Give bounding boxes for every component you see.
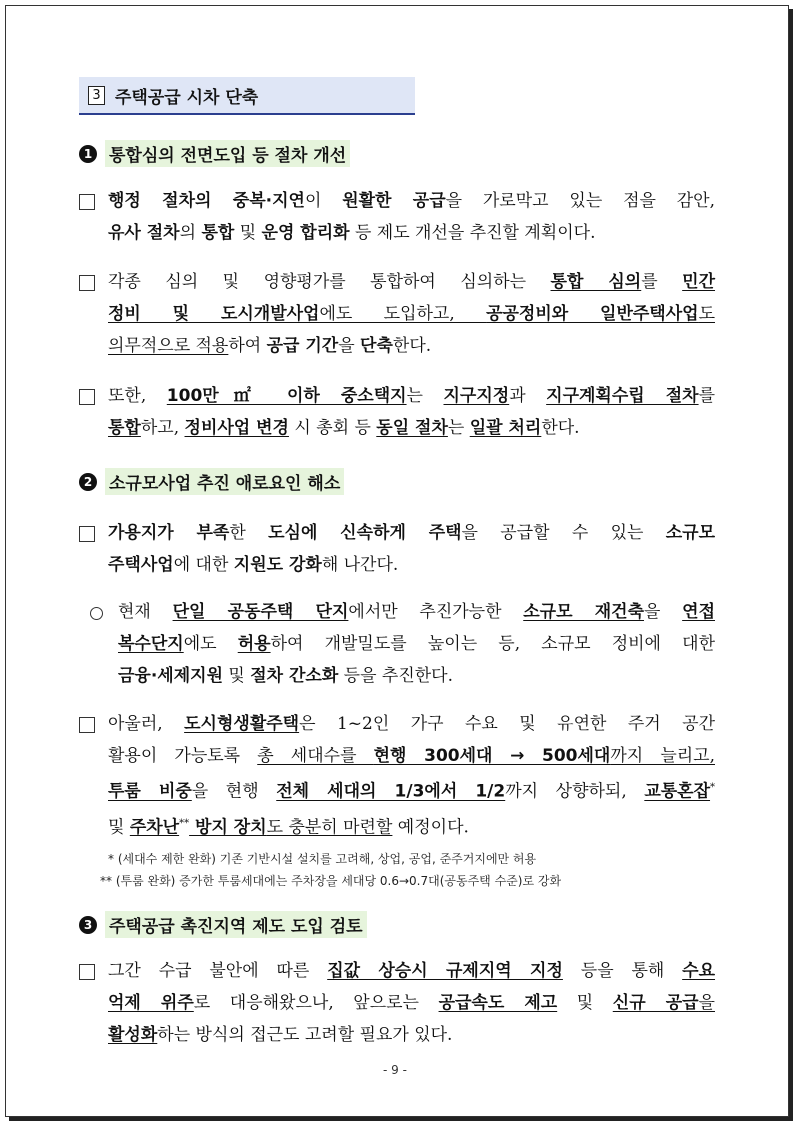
checkbox-bullet-icon xyxy=(79,517,101,553)
subheading-number: 1 xyxy=(79,145,97,163)
checkbox-bullet-icon xyxy=(79,266,101,302)
subheading-2 xyxy=(79,468,344,495)
checkbox-bullet-icon xyxy=(79,185,101,221)
paragraph-line: 유사 절차의 통합 및 운영 합리화 등 제도 개선을 추진할 계획이다. xyxy=(108,223,596,243)
paragraph-line: 주택사업에 대한 지원도 강화해 나간다. xyxy=(108,555,399,575)
subheading-title: 통합심의 전면도입 등 절차 개선 xyxy=(105,140,350,167)
paragraph-4 xyxy=(79,517,715,581)
checkbox-bullet-icon xyxy=(79,380,101,416)
paragraph-6 xyxy=(79,708,715,843)
paragraph-1 xyxy=(79,185,715,249)
paragraph-line: 각종 심의 및 영향평가를 통합하여 심의하는 통합 심의를 민간 xyxy=(108,272,716,292)
paragraph-line: 그간 수급 불안에 따른 집값 상승시 규제지역 지정 등을 통해 수요 xyxy=(108,961,716,981)
subheading-title: 주택공급 촉진지역 제도 도입 검토 xyxy=(105,911,367,938)
page-number: - 9 - xyxy=(383,1063,407,1077)
paragraph-line: 금융·세제지원 및 절차 간소화 등을 추진한다. xyxy=(118,666,454,686)
paragraph-line: 통합하고, 정비사업 변경 시 총회 등 동일 절차는 일괄 처리한다. xyxy=(108,418,580,438)
section-title: 주택공급 시차 단축 xyxy=(115,87,259,108)
paragraph-line: 활성화하는 방식의 접근도 고려할 필요가 있다. xyxy=(108,1025,453,1045)
paragraph-line: 억제 위주로 대응해왔으나, 앞으로는 공급속도 제고 및 신규 공급을 xyxy=(108,993,715,1013)
paragraph-3 xyxy=(79,380,715,444)
checkbox-bullet-icon xyxy=(79,708,101,744)
section-number: 3 xyxy=(88,86,105,105)
paragraph-line: 복수단지에도 허용하여 개발밀도를 높이는 등, 소규모 정비에 대한 xyxy=(118,634,715,654)
section-header xyxy=(79,77,415,115)
subheading-number: 3 xyxy=(79,916,97,934)
footnote-1: * (세대수 제한 완화) 기존 기반시설 설치를 고려해, 상업, 공업, 준주거지에만 허용 xyxy=(108,852,537,866)
subheading-title: 소규모사업 추진 애로요인 해소 xyxy=(105,468,344,495)
paragraph-line: 의무적으로 적용하여 공급 기간을 단축한다. xyxy=(108,336,432,356)
subheading-1 xyxy=(79,140,350,167)
paragraph-line: 행정 절차의 중복·지연이 원활한 공급을 가로막고 있는 점을 감안, xyxy=(108,191,715,211)
paragraph-5 xyxy=(90,596,715,692)
paragraph-line: 또한, 100만㎡ 이하 중소택지는 지구지정과 지구계획수립 절차를 xyxy=(108,386,716,406)
footnote-2: ** (투룸 완화) 증가한 투룸세대에는 주차장을 세대당 0.6→0.7대(공동주택 수준)로 강화 xyxy=(100,874,562,888)
paragraph-7 xyxy=(79,955,715,1051)
paragraph-line: 투룸 비중을 현행 전체 세대의 1/3에서 1/2까지 상향하되, 교통혼잡* xyxy=(108,781,716,802)
circle-bullet-icon xyxy=(90,596,112,631)
paragraph-line: 및 주차난** 방지 장치도 충분히 마련할 예정이다. xyxy=(108,817,469,838)
paragraph-line: 활용이 가능토록 총 세대수를 현행 300세대 → 500세대까지 늘리고, xyxy=(108,746,715,766)
paragraph-2 xyxy=(79,266,715,362)
paragraph-line: 아울러, 도시형생활주택은 1~2인 가구 수요 및 유연한 주거 공간 xyxy=(108,714,715,734)
paragraph-line: 가용지가 부족한 도심에 신속하게 주택을 공급할 수 있는 소규모 xyxy=(108,523,716,543)
paragraph-line: 정비 및 도시개발사업에도 도입하고, 공공정비와 일반주택사업도 xyxy=(108,304,715,324)
subheading-3 xyxy=(79,911,367,938)
checkbox-bullet-icon xyxy=(79,955,101,991)
footnotes xyxy=(100,848,720,892)
paragraph-line: 현재 단일 공동주택 단지에서만 추진가능한 소규모 재건축을 연접 xyxy=(118,602,715,622)
subheading-number: 2 xyxy=(79,473,97,491)
